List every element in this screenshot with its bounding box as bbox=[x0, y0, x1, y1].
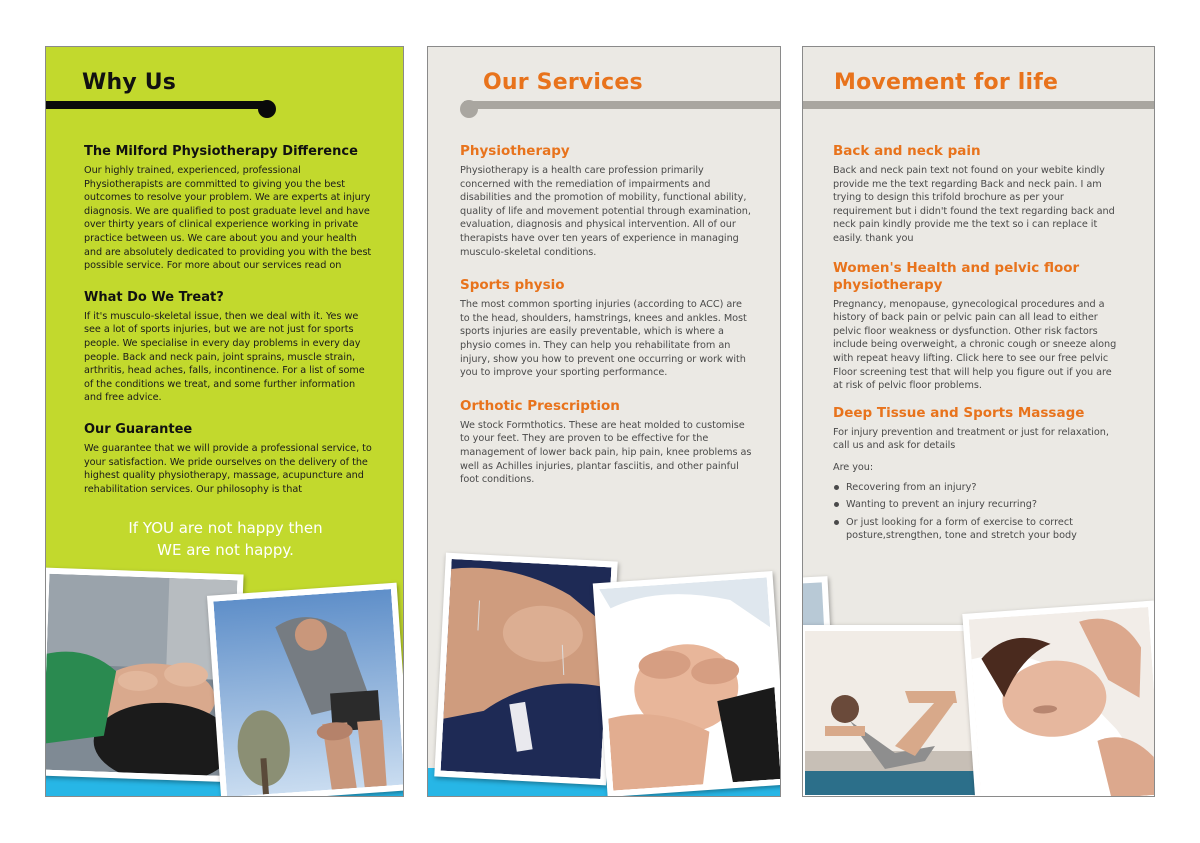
panel-content bbox=[460, 143, 752, 487]
bullet-icon bbox=[834, 502, 839, 507]
section-heading: Orthotic Prescription bbox=[460, 397, 620, 414]
slogan-line: WE are not happy. bbox=[157, 541, 294, 559]
photo-knee-pain bbox=[207, 583, 404, 797]
photo-acupuncture-knee bbox=[434, 553, 617, 786]
title-bar bbox=[46, 101, 268, 109]
section-heading: The Milford Physiotherapy Difference bbox=[84, 144, 358, 159]
section-body: Our highly trained, experienced, professional Physiotherapists are committed to giving you the best outcomes to resolve your problem. We are experts at injury diagnosis. We are qualified to post graduate level and have over thirty years of clinical experience working in private practice between us. We care about you and your health and are absolutely dedicated to providing you with the best possible service. For more about our services read on bbox=[84, 165, 372, 272]
section-body: Pregnancy, menopause, gynecological procedures and a history of back pain or pelvic pain can all lead to either pelvic floor weakness or dysfunction. Other risk factors include being overweight, a chronic cough or sneeze along with repeat heavy lifting. Click here to see our free pelvic Floor screening test that will help you figure out if you are at risk of pelvic floor problems. bbox=[833, 298, 1117, 392]
slogan bbox=[46, 517, 404, 561]
photo-pilates bbox=[802, 625, 983, 797]
panel-content bbox=[833, 143, 1123, 547]
panel-title: Movement for life bbox=[834, 70, 1059, 95]
panel-content bbox=[84, 143, 376, 496]
list-item: Recovering from an injury? bbox=[833, 481, 1123, 495]
section-heading: What Do We Treat? bbox=[84, 289, 224, 305]
photo-face-massage bbox=[962, 601, 1155, 797]
bullet-icon bbox=[834, 485, 839, 490]
title-bar bbox=[464, 101, 781, 109]
acupuncture-illustration bbox=[441, 559, 612, 779]
panel-title: Our Services bbox=[483, 70, 643, 95]
section-body: We guarantee that we will provide a professional service, to your satisfaction. We pride ourselves on the delivery of the highest quality physiotherapy, massage, acupuncture and rehabilitation services. Our philosophy is that bbox=[84, 442, 372, 495]
section-heading: Physiotherapy bbox=[460, 143, 570, 159]
runner-illustration bbox=[213, 589, 404, 797]
panel-title: Why Us bbox=[82, 70, 177, 95]
section-heading: Deep Tissue and Sports Massage bbox=[833, 404, 1085, 421]
list-item: Or just looking for a form of exercise to correct posture,strengthen, tone and stretch your body bbox=[833, 516, 1123, 543]
slogan-line: If YOU are not happy then bbox=[128, 519, 323, 537]
list-item: Wanting to prevent an injury recurring? bbox=[833, 498, 1123, 512]
title-bar bbox=[803, 101, 1155, 109]
section-heading: Women's Health and pelvic floor physiotherapy bbox=[833, 259, 1080, 293]
section-body: We stock Formthotics. These are heat molded to customise to your feet. They are proven to be effective for the management of lower back pain, hip pain, knee problems as well as Achilles injuries, plantar fasciitis, and other painful foot conditions. bbox=[460, 419, 752, 486]
title-bar-knob bbox=[460, 100, 478, 118]
photo-knee-treatment bbox=[593, 571, 781, 797]
pilates-illustration bbox=[805, 631, 977, 795]
section-body: For injury prevention and treatment or just for relaxation, call us and ask for details bbox=[833, 426, 1109, 452]
panel-our-services bbox=[427, 46, 781, 797]
face-massage-illustration bbox=[969, 607, 1155, 797]
section-heading: Back and neck pain bbox=[833, 143, 981, 159]
knee-treatment-illustration bbox=[599, 577, 781, 790]
section-body: If it's musculo-skeletal issue, then we deal with it. Yes we see a lot of sports injuries, but we are not just for sports people. We specialise in every day problems in every day people. Back and neck pain, joint sprains, muscle strain, arthritis, head aches, falls, incontinence. For a list of some of the conditions we treat, and some further information and free advice. bbox=[84, 310, 365, 404]
section-body: Physiotherapy is a health care profession primarily concerned with the remediation of impairments and disabilities and the promotion of mobility, functional ability, quality of life and movement potential through examination, evaluation, diagnosis and physical intervention. All of our therapists have over ten years of experience in managing musculo-skeletal conditions. bbox=[460, 165, 751, 258]
section-heading: Sports physio bbox=[460, 277, 565, 294]
panel-movement-for-life bbox=[802, 46, 1155, 797]
section-body: Back and neck pain text not found on your webite kindly provide me the text regarding Back and neck pain. I am trying to design this trifold brochure as per your requirement but i didn't found the text regarding back and neck pain kindly provide me the text so i can replace it easily. thank you bbox=[833, 165, 1115, 244]
title-bar-knob bbox=[258, 100, 276, 118]
panel-why-us bbox=[45, 46, 404, 797]
question-label: Are you: bbox=[833, 461, 874, 473]
section-body: The most common sporting injuries (according to ACC) are to the head, shoulders, hamstrings, knees and ankles. Most sports injuries are easily preventable, which is where a physio comes in. They can help you rehabilitate from an injury, show you how to prevent one occurring or work with you to improve your sporting performance. bbox=[460, 299, 747, 379]
bullet-list bbox=[833, 481, 1123, 543]
bullet-icon bbox=[834, 520, 839, 525]
section-heading: Our Guarantee bbox=[84, 421, 193, 437]
